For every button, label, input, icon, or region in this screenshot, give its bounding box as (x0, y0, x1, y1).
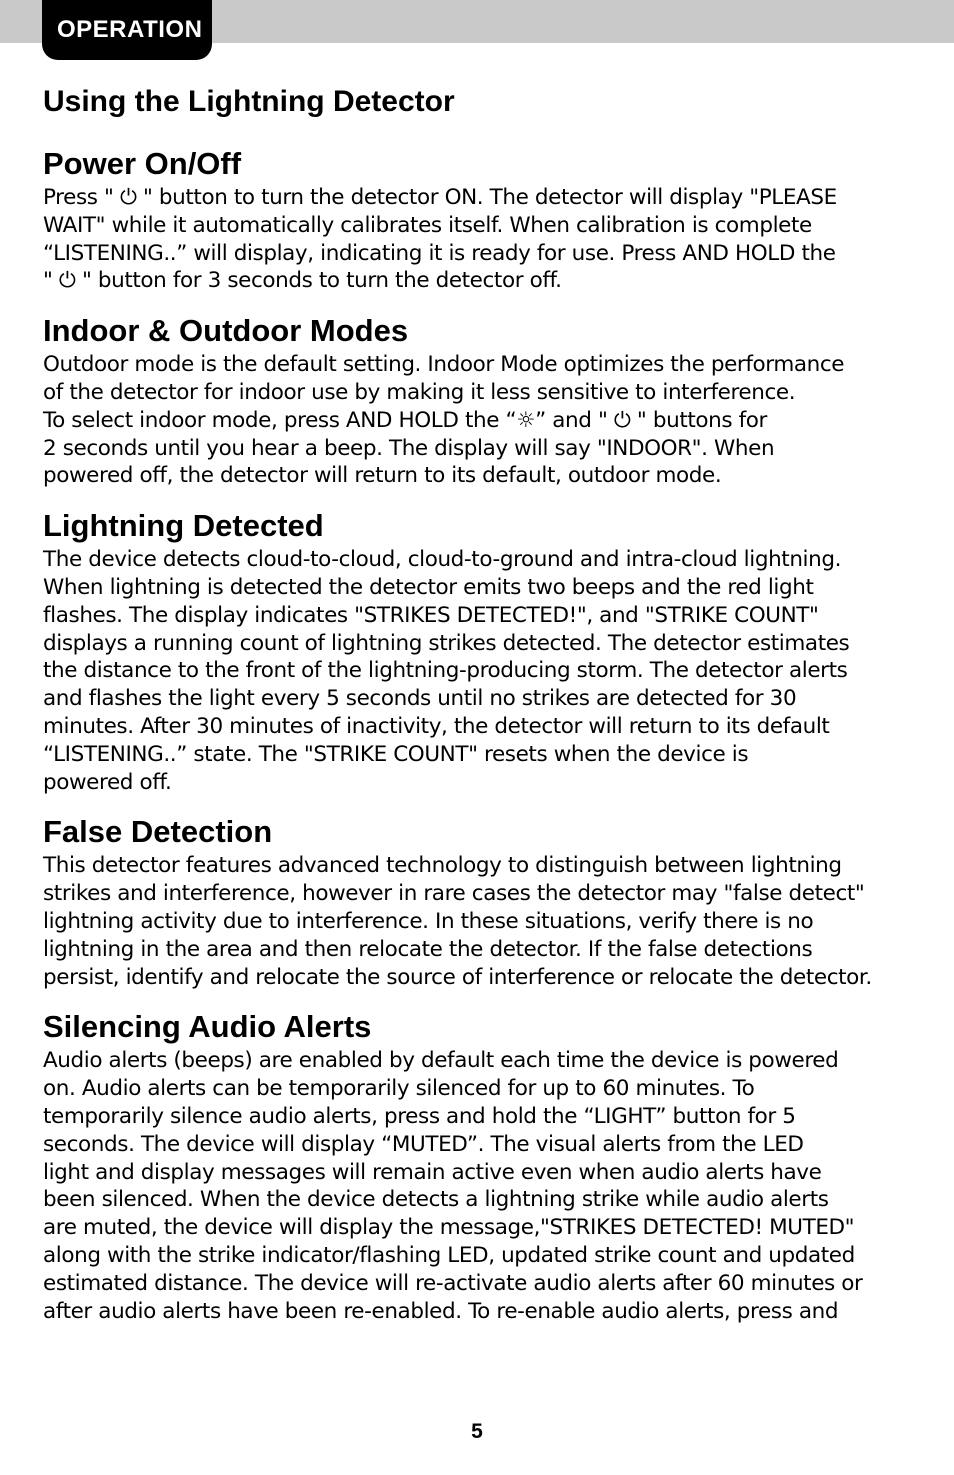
section-body: Press " ⏻ " button to turn the detector ON. The detector will display "PLEASE WAIT" while it automatically calibrates itself. When calibration is complete “LISTENING..” will display, indicating it is ready for use. Press AND HOLD the " ⏻ " button for 3 seconds to turn the detector off. (43, 185, 837, 294)
section-power-on-off (43, 144, 919, 295)
page-number: 5 (471, 1420, 483, 1443)
section-body: The device detects cloud-to-cloud, cloud-to-ground and intra-cloud lightning. When lightning is detected the detector emits two beeps and the red light flashes. The display indicates "STRIKES DETECTED!", and "STRIKE COUNT" displays a running count of lightning strikes detected. The detector estimates the distance to the front of the lightning-producing storm. The detector alerts and flashes the light every 5 seconds until no strikes are detected for 30 minutes. After 30 minutes of inactivity, the detector will return to its default “LISTENING..” state. The "STRIKE COUNT" resets when the device is powered off. (43, 547, 850, 795)
section-indoor-outdoor-modes (43, 311, 919, 490)
section-body: Audio alerts (beeps) are enabled by default each time the device is powered on. Audio alerts can be temporarily silenced for up to 60 minutes. To temporarily silence audio alerts, press and hold the “LIGHT” button for 5 seconds. The device will display “MUTED”. The visual alerts from the LED light and display messages will remain active even when audio alerts have been silenced. When the device detects a lightning strike while audio alerts are muted, the device will display the message,"STRIKES DETECTED! MUTED" along with the strike indicator/flashing LED, updated strike count and updated estimated distance. The device will re-activate audio alerts after 60 minutes or after audio alerts have been re-enabled. To re-enable audio alerts, press and (43, 1048, 863, 1324)
section-heading: Power On/Off (43, 146, 242, 181)
section-heading: Silencing Audio Alerts (43, 1009, 372, 1045)
section-body: Outdoor mode is the default setting. Indoor Mode optimizes the performance of the detector for indoor use by making it less sensitive to interference. To select indoor mode, press AND HOLD the “☼” and " ⏻ " buttons for 2 seconds until you hear a beep. The display will say "INDOOR". When powered off, the detector will return to its default, outdoor mode. (43, 352, 845, 489)
page-content (43, 82, 919, 1325)
page-title: Using the Lightning Detector (43, 85, 455, 118)
section-silencing-audio-alerts (43, 1007, 919, 1325)
section-lightning-detected (43, 506, 919, 796)
section-heading: Lightning Detected (43, 508, 324, 544)
section-false-detection (43, 812, 919, 991)
section-tab-label: OPERATION (57, 16, 203, 43)
section-heading: False Detection (43, 814, 273, 850)
section-body: This detector features advanced technology to distinguish between lightning strikes and interference, however in rare cases the detector may "false detect" lightning activity due to interference. In these situations, verify there is no lightning in the area and then relocate the detector. If the false detections persist, identify and relocate the source of interference or relocate the detector. (43, 853, 872, 990)
section-tab (42, 0, 212, 60)
section-heading: Indoor & Outdoor Modes (43, 313, 409, 349)
